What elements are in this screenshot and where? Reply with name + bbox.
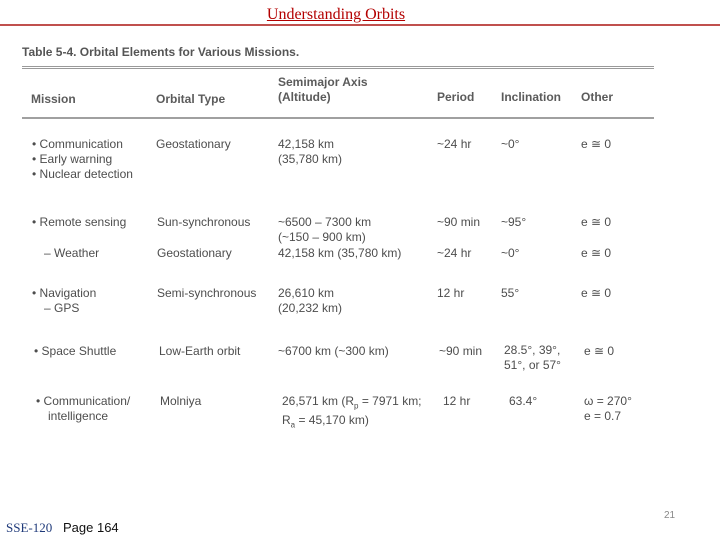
mission-line: • Nuclear detection	[32, 167, 133, 181]
mission-line: intelligence	[48, 409, 109, 423]
axis-line: (~150 – 900 km)	[278, 230, 366, 244]
table-row-2-period: ~24 hr	[437, 246, 472, 260]
header-semimajor-line1: Semimajor Axis	[278, 75, 368, 89]
table-row-3-axis	[278, 286, 342, 316]
inclination-line: 51°, or 57°	[504, 358, 561, 372]
table-row-1-axis	[278, 215, 371, 245]
table-row-4-inclination	[504, 343, 561, 373]
table-row-4-mission: • Space Shuttle	[34, 344, 117, 358]
slide-title: Understanding Orbits	[266, 6, 406, 23]
footer-page-ref: Page 164	[63, 520, 119, 535]
axis-text: = 7971 km;	[358, 394, 422, 408]
axis-line: (20,232 km)	[278, 301, 343, 315]
axis-subscript: a	[290, 420, 296, 430]
header-mission: Mission	[31, 92, 76, 106]
axis-line	[282, 413, 422, 432]
table-row-5-axis	[282, 394, 422, 433]
other-line: e = 0.7	[584, 409, 622, 423]
table-row-1-period: ~90 min	[437, 215, 481, 229]
table-row-3-period: 12 hr	[437, 286, 465, 300]
table-row-2-inclination: ~0°	[501, 246, 520, 260]
table-row-0-inclination: ~0°	[501, 137, 520, 151]
table-row-1-inclination: ~95°	[501, 215, 527, 229]
mission-line: • Communication	[32, 137, 123, 151]
table-row-5-other	[584, 394, 632, 424]
mission-line: • Early warning	[32, 152, 113, 166]
table-row-5-mission	[36, 394, 130, 424]
table-header-rule	[22, 117, 654, 119]
table-row-4-axis: ~6700 km (~300 km)	[278, 344, 389, 358]
table-caption: Table 5-4. Orbital Elements for Various Missions.	[22, 45, 300, 59]
axis-text: = 45,170 km)	[295, 413, 369, 428]
table-row-0-orbital-type: Geostationary	[156, 137, 231, 151]
header-semimajor-axis	[278, 75, 368, 105]
table-row-1-mission: • Remote sensing	[32, 215, 127, 229]
mission-line: • Communication/	[36, 394, 131, 408]
slide-number: 21	[664, 510, 676, 521]
table-row-2-other: e ≅ 0	[581, 246, 612, 260]
table-row-3-inclination: 55°	[501, 286, 520, 300]
table-row-0-axis	[278, 137, 342, 167]
other-line: ω = 270°	[584, 394, 632, 408]
table-row-3-mission	[32, 286, 96, 316]
table-row-4-other: e ≅ 0	[584, 344, 615, 358]
axis-text: R	[282, 413, 291, 428]
mission-line: – GPS	[44, 301, 80, 315]
inclination-line: 28.5°, 39°,	[504, 343, 561, 357]
table-row-4-period: ~90 min	[439, 344, 483, 358]
header-inclination: Inclination	[501, 90, 561, 104]
axis-line: 42,158 km	[278, 137, 335, 151]
header-orbital-type: Orbital Type	[156, 92, 226, 106]
table-row-5-inclination: 63.4°	[509, 394, 538, 408]
header-period: Period	[437, 90, 475, 104]
table-row-2-mission: – Weather	[44, 246, 100, 260]
header-other: Other	[581, 90, 614, 104]
table-row-2-orbital-type: Geostationary	[157, 246, 232, 260]
header-semimajor-line2: (Altitude)	[278, 90, 331, 104]
table-row-5-period: 12 hr	[443, 394, 471, 408]
table-top-rule	[22, 66, 654, 67]
table-row-3-other: e ≅ 0	[581, 286, 612, 300]
table-row-0-period: ~24 hr	[437, 137, 472, 151]
table-row-1-orbital-type: Sun-synchronous	[157, 215, 251, 229]
footer-course-code: SSE-120	[6, 520, 53, 535]
axis-subscript: p	[354, 401, 359, 411]
table-row-5-orbital-type: Molniya	[160, 394, 202, 408]
table-row-0-mission	[32, 137, 133, 182]
axis-line: ~6500 – 7300 km	[278, 215, 372, 229]
table-row-4-orbital-type: Low-Earth orbit	[159, 344, 241, 358]
table-row-1-other: e ≅ 0	[581, 215, 612, 229]
mission-line: • Navigation	[32, 286, 97, 300]
axis-text: 26,571 km (R	[282, 394, 355, 408]
axis-line: 26,610 km	[278, 286, 335, 300]
axis-line: (35,780 km)	[278, 152, 343, 166]
title-underline-rule	[0, 24, 720, 26]
table-row-0-other: e ≅ 0	[581, 137, 612, 151]
table-row-3-orbital-type: Semi-synchronous	[157, 286, 257, 300]
table-row-2-axis: 42,158 km (35,780 km)	[278, 246, 402, 260]
table-top-rule-2	[22, 68, 654, 69]
axis-line	[282, 394, 422, 413]
